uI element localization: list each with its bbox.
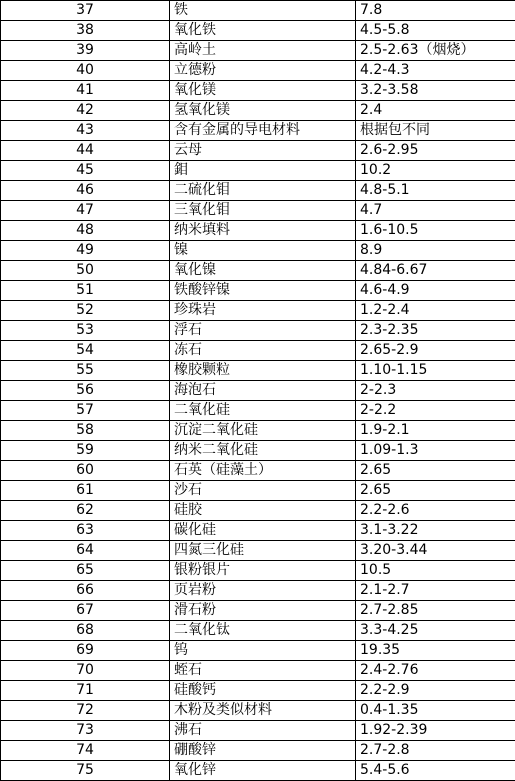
material-name-cell: 海泡石: [170, 381, 356, 401]
table-row: [1, 541, 515, 561]
table-row: [1, 21, 515, 41]
row-number-cell: 45: [1, 161, 170, 181]
density-value-cell: 0.4-1.35: [356, 701, 515, 721]
table-row: [1, 161, 515, 181]
table-row: [1, 261, 515, 281]
table-body: [1, 1, 515, 781]
density-value-cell: 2.4-2.76: [356, 661, 515, 681]
row-number-cell: 47: [1, 201, 170, 221]
density-value-cell: 2.65: [356, 461, 515, 481]
density-value-cell: 2.6-2.95: [356, 141, 515, 161]
material-name-cell: 浮石: [170, 321, 356, 341]
material-name-cell: 钨: [170, 641, 356, 661]
material-name-cell: 鉬: [170, 161, 356, 181]
density-value-cell: 10.2: [356, 161, 515, 181]
row-number-cell: 75: [1, 761, 170, 781]
material-name-cell: 氧化锌: [170, 761, 356, 781]
density-value-cell: 3.1-3.22: [356, 521, 515, 541]
density-value-cell: 2.7-2.85: [356, 601, 515, 621]
density-value-cell: 3.3-4.25: [356, 621, 515, 641]
material-name-cell: 沸石: [170, 721, 356, 741]
row-number-cell: 74: [1, 741, 170, 761]
row-number-cell: 43: [1, 121, 170, 141]
density-value-cell: 1.92-2.39: [356, 721, 515, 741]
row-number-cell: 54: [1, 341, 170, 361]
table-row: [1, 461, 515, 481]
table-row: [1, 521, 515, 541]
density-value-cell: 2.4: [356, 101, 515, 121]
density-value-cell: 4.6-4.9: [356, 281, 515, 301]
table-row: [1, 241, 515, 261]
density-value-cell: 19.35: [356, 641, 515, 661]
density-value-cell: 4.5-5.8: [356, 21, 515, 41]
table-row: [1, 741, 515, 761]
row-number-cell: 63: [1, 521, 170, 541]
density-value-cell: 2.1-2.7: [356, 581, 515, 601]
row-number-cell: 48: [1, 221, 170, 241]
material-name-cell: 纳米二氧化硅: [170, 441, 356, 461]
material-name-cell: 滑石粉: [170, 601, 356, 621]
row-number-cell: 37: [1, 1, 170, 21]
row-number-cell: 57: [1, 401, 170, 421]
row-number-cell: 70: [1, 661, 170, 681]
density-value-cell: 2.2-2.9: [356, 681, 515, 701]
material-name-cell: 碳化硅: [170, 521, 356, 541]
table-row: [1, 81, 515, 101]
density-value-cell: 7.8: [356, 1, 515, 21]
table-row: [1, 141, 515, 161]
row-number-cell: 64: [1, 541, 170, 561]
row-number-cell: 44: [1, 141, 170, 161]
table-row: [1, 381, 515, 401]
material-name-cell: 氧化铁: [170, 21, 356, 41]
density-value-cell: 4.8-5.1: [356, 181, 515, 201]
material-name-cell: 二氧化钛: [170, 621, 356, 641]
material-name-cell: 冻石: [170, 341, 356, 361]
row-number-cell: 42: [1, 101, 170, 121]
row-number-cell: 49: [1, 241, 170, 261]
material-name-cell: 云母: [170, 141, 356, 161]
row-number-cell: 72: [1, 701, 170, 721]
row-number-cell: 41: [1, 81, 170, 101]
table-row: [1, 201, 515, 221]
material-name-cell: 木粉及类似材料: [170, 701, 356, 721]
table-row: [1, 701, 515, 721]
row-number-cell: 51: [1, 281, 170, 301]
density-value-cell: 4.84-6.67: [356, 261, 515, 281]
table-row: [1, 581, 515, 601]
material-name-cell: 立德粉: [170, 61, 356, 81]
table-row: [1, 101, 515, 121]
row-number-cell: 67: [1, 601, 170, 621]
density-value-cell: 1.09-1.3: [356, 441, 515, 461]
table-row: [1, 501, 515, 521]
density-value-cell: 1.10-1.15: [356, 361, 515, 381]
density-value-cell: 2-2.3: [356, 381, 515, 401]
density-value-cell: 4.7: [356, 201, 515, 221]
row-number-cell: 65: [1, 561, 170, 581]
material-name-cell: 硼酸锌: [170, 741, 356, 761]
row-number-cell: 61: [1, 481, 170, 501]
row-number-cell: 68: [1, 621, 170, 641]
table-row: [1, 121, 515, 141]
table-row: [1, 601, 515, 621]
material-name-cell: 二氧化硅: [170, 401, 356, 421]
row-number-cell: 56: [1, 381, 170, 401]
row-number-cell: 52: [1, 301, 170, 321]
row-number-cell: 69: [1, 641, 170, 661]
table-row: [1, 401, 515, 421]
material-name-cell: 蛭石: [170, 661, 356, 681]
table-row: [1, 281, 515, 301]
row-number-cell: 46: [1, 181, 170, 201]
table-row: [1, 621, 515, 641]
row-number-cell: 73: [1, 721, 170, 741]
material-name-cell: 三氧化钼: [170, 201, 356, 221]
table-row: [1, 761, 515, 781]
table-row: [1, 481, 515, 501]
density-value-cell: 2.7-2.8: [356, 741, 515, 761]
row-number-cell: 38: [1, 21, 170, 41]
material-name-cell: 铁: [170, 1, 356, 21]
material-name-cell: 银粉银片: [170, 561, 356, 581]
density-value-cell: 2.65-2.9: [356, 341, 515, 361]
row-number-cell: 53: [1, 321, 170, 341]
table-row: [1, 661, 515, 681]
material-name-cell: 高岭土: [170, 41, 356, 61]
material-name-cell: 二硫化钼: [170, 181, 356, 201]
density-value-cell: 1.6-10.5: [356, 221, 515, 241]
table-row: [1, 641, 515, 661]
density-value-cell: 3.20-3.44: [356, 541, 515, 561]
material-name-cell: 镍: [170, 241, 356, 261]
material-name-cell: 沉淀二氧化硅: [170, 421, 356, 441]
material-name-cell: 铁酸锌镍: [170, 281, 356, 301]
row-number-cell: 55: [1, 361, 170, 381]
table-row: [1, 61, 515, 81]
table-row: [1, 341, 515, 361]
row-number-cell: 66: [1, 581, 170, 601]
material-name-cell: 珍珠岩: [170, 301, 356, 321]
row-number-cell: 59: [1, 441, 170, 461]
material-name-cell: 橡胶颗粒: [170, 361, 356, 381]
material-name-cell: 氧化镍: [170, 261, 356, 281]
row-number-cell: 71: [1, 681, 170, 701]
density-value-cell: 2.5-2.63（烟烧）: [356, 41, 515, 61]
density-value-cell: 1.9-2.1: [356, 421, 515, 441]
material-name-cell: 含有金属的导电材料: [170, 121, 356, 141]
table-row: [1, 441, 515, 461]
material-name-cell: 沙石: [170, 481, 356, 501]
density-value-cell: 8.9: [356, 241, 515, 261]
row-number-cell: 58: [1, 421, 170, 441]
material-name-cell: 纳米填料: [170, 221, 356, 241]
table-row: [1, 421, 515, 441]
table-row: [1, 181, 515, 201]
table-row: [1, 561, 515, 581]
table-row: [1, 221, 515, 241]
material-name-cell: 页岩粉: [170, 581, 356, 601]
material-name-cell: 硅酸钙: [170, 681, 356, 701]
density-value-cell: 2.3-2.35: [356, 321, 515, 341]
table-row: [1, 681, 515, 701]
row-number-cell: 40: [1, 61, 170, 81]
density-value-cell: 3.2-3.58: [356, 81, 515, 101]
material-name-cell: 硅胶: [170, 501, 356, 521]
row-number-cell: 39: [1, 41, 170, 61]
material-name-cell: 氧化镁: [170, 81, 356, 101]
density-value-cell: 2.2-2.6: [356, 501, 515, 521]
material-name-cell: 石英（硅藻土）: [170, 461, 356, 481]
density-value-cell: 1.2-2.4: [356, 301, 515, 321]
table-row: [1, 721, 515, 741]
density-value-cell: 2.65: [356, 481, 515, 501]
row-number-cell: 50: [1, 261, 170, 281]
table-row: [1, 1, 515, 21]
density-value-cell: 根据包不同: [356, 121, 515, 141]
density-value-cell: 10.5: [356, 561, 515, 581]
density-value-cell: 4.2-4.3: [356, 61, 515, 81]
table-row: [1, 41, 515, 61]
row-number-cell: 60: [1, 461, 170, 481]
table-row: [1, 321, 515, 341]
density-value-cell: 5.4-5.6: [356, 761, 515, 781]
material-name-cell: 氢氧化镁: [170, 101, 356, 121]
density-value-cell: 2-2.2: [356, 401, 515, 421]
material-name-cell: 四氮三化硅: [170, 541, 356, 561]
table-row: [1, 301, 515, 321]
table-row: [1, 361, 515, 381]
row-number-cell: 62: [1, 501, 170, 521]
